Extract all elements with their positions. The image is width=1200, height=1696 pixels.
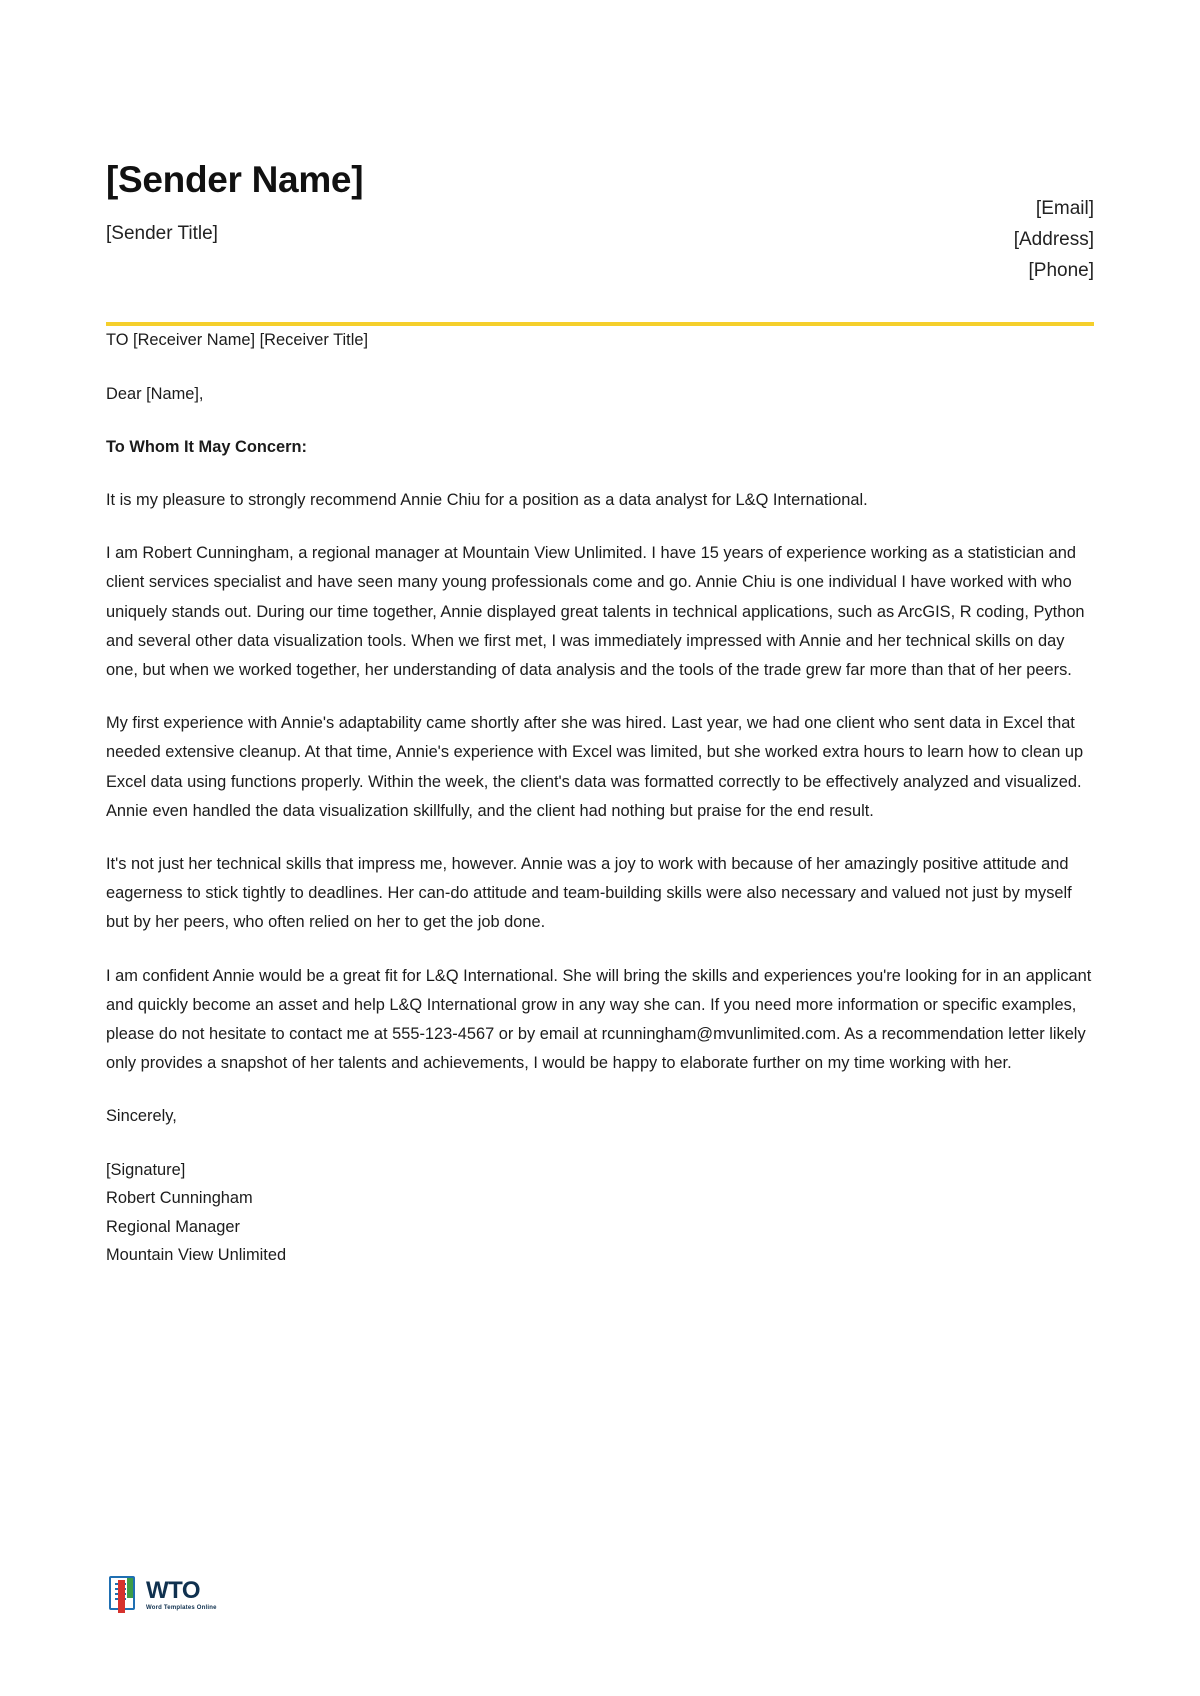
signature-name: Robert Cunningham (106, 1189, 253, 1208)
paragraph: It's not just her technical skills that impress me, however. Annie was a joy to work with because of her amazingly positive attitude and eagerness to stick tightly to deadlines. Her can-do attitude and team-building skills were also necessary and valued not just by myself but by her peers, who often relied on her to get the job done. (106, 854, 1072, 932)
contact-phone: [Phone] (1028, 259, 1094, 281)
signature-title: Regional Manager (106, 1217, 240, 1236)
sender-title: [Sender Title] (106, 222, 218, 244)
signature-company: Mountain View Unlimited (106, 1246, 287, 1265)
letter-body (0, 326, 1200, 1269)
concern-line: To Whom It May Concern: (106, 437, 307, 456)
paragraph: My first experience with Annie's adaptability came shortly after she was hired. Last year, we had one client who sent data in Excel that needed extensive cleanup. At that time, Annie's experience with Excel was limited, but she worked extra hours to learn how to clean up Excel data using functions properly. Within the week, the client's data was formatted correctly to be effectively analyzed and visualized. Annie even handled the data visualization skillfully, and the client had nothing but praise for the end result. (106, 714, 1084, 820)
paragraph: I am confident Annie would be a great fit for L&Q International. She will bring the skills and experiences you're looking for in an applicant and quickly become an asset and help L&Q International grow in any way she can. If you need more information or specific examples, please do not hesitate to contact me at 555-123-4567 or by email at rcunningham@mvunlimited.com. As a recommendation letter likely only provides a snapshot of her talents and achievements, I would be happy to elaborate further on my time working with her. (106, 966, 1092, 1073)
dear-line: Dear [Name], (106, 384, 204, 403)
footer-logo (106, 1576, 217, 1614)
paragraph: I am Robert Cunningham, a regional manager at Mountain View Unlimited. I have 15 years of experience working as a statistician and client services specialist and have seen many young professionals come and go. Annie Chiu is one individual I have worked with who uniquely stands out. During our time together, Annie displayed great talents in technical applications, such as ArcGIS, R coding, Python and several other data visualization tools. When we first met, I was immediately impressed with Annie and her technical skills on day one, but when we worked together, her understanding of data analysis and the tools of the trade grew far more than that of her peers. (106, 544, 1085, 679)
signature-placeholder: [Signature] (106, 1160, 186, 1179)
paragraph: It is my pleasure to strongly recommend Annie Chiu for a position as a data analyst for L&Q International. (106, 490, 868, 509)
contact-address: [Address] (1013, 228, 1094, 250)
signature-block (106, 1156, 1094, 1270)
contact-email: [Email] (1035, 198, 1094, 219)
closing-line: Sincerely, (106, 1107, 177, 1126)
document-icon (106, 1576, 140, 1614)
logo-tagline: Word Templates Online (146, 1605, 217, 1611)
sender-block (106, 160, 363, 245)
sender-name: [Sender Name] (106, 159, 364, 200)
logo-text-block (146, 1579, 217, 1611)
logo-wordmark: WTO (146, 1577, 201, 1604)
contact-block (1014, 160, 1094, 286)
to-line: TO [Receiver Name] [Receiver Title] (106, 331, 369, 350)
letterhead (0, 0, 1200, 286)
